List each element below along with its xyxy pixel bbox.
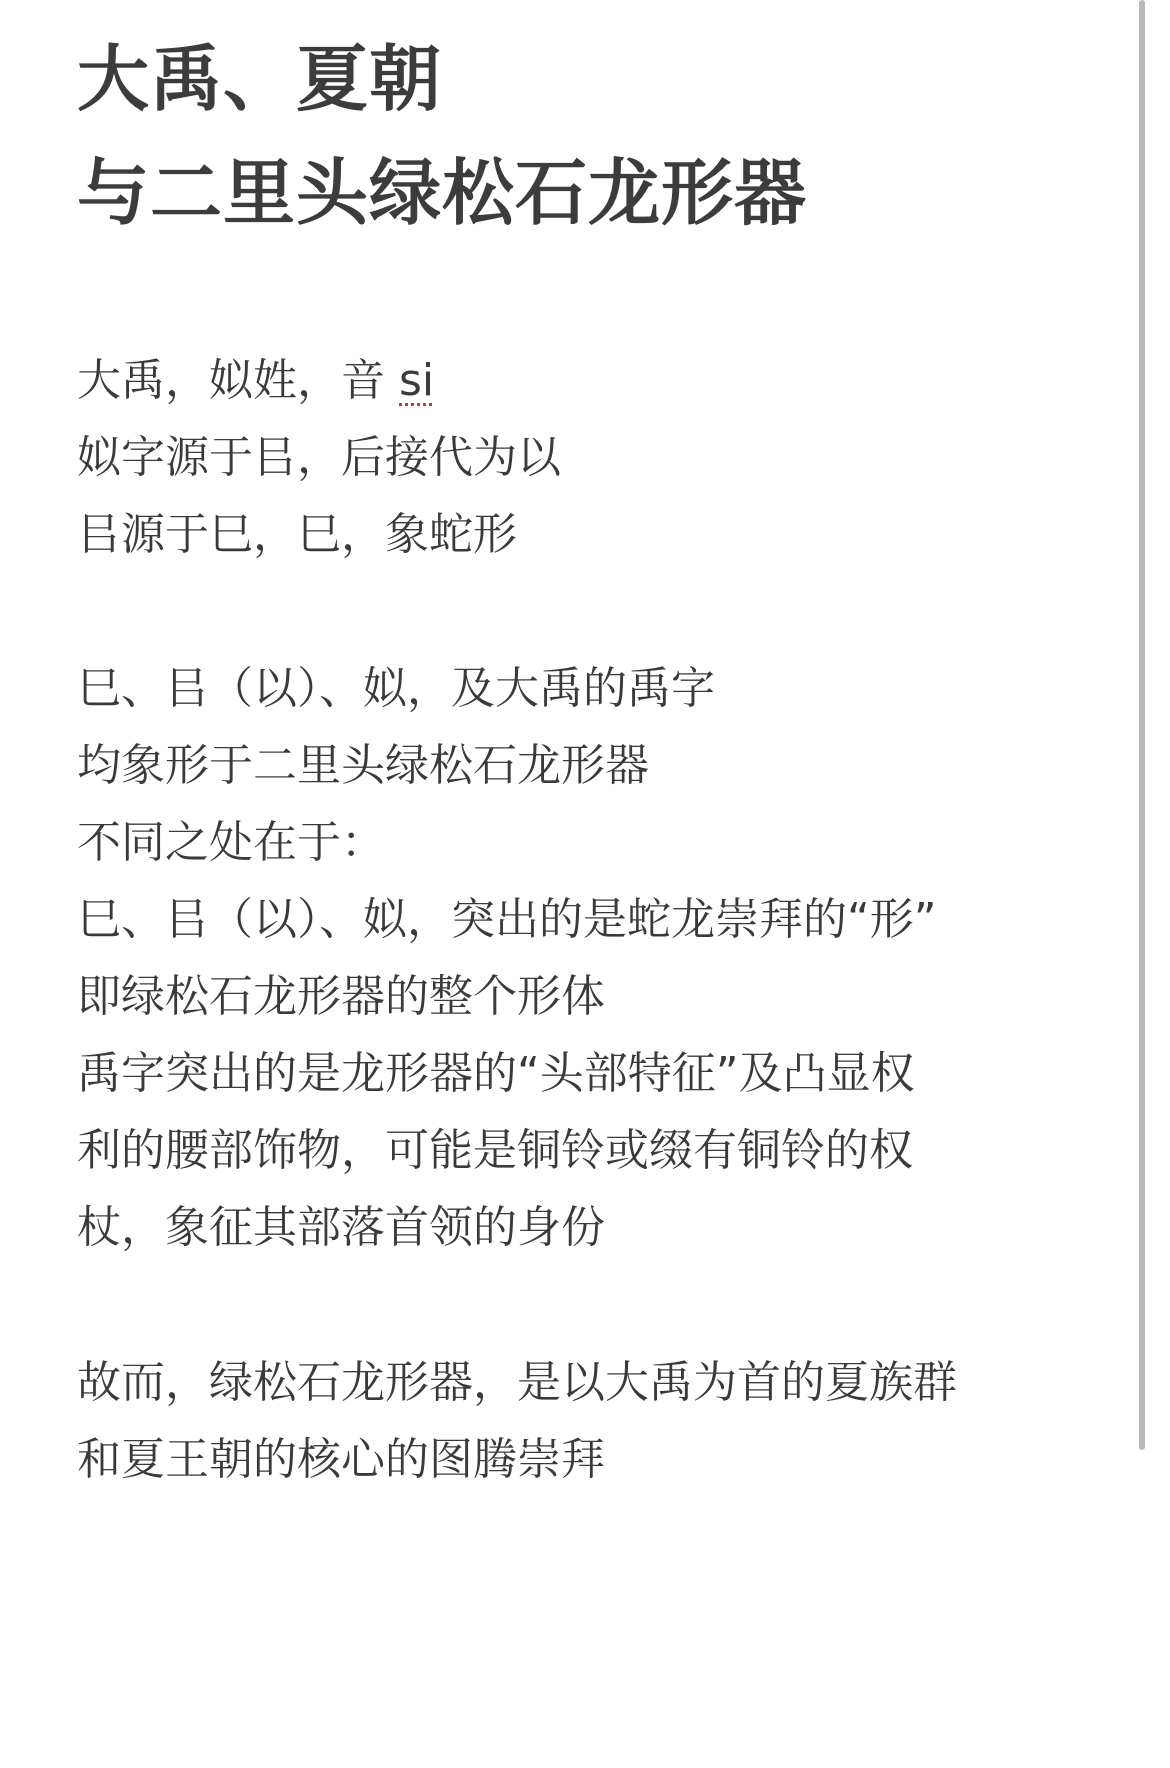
paragraph-line-text: 大禹，姒姓，音: [77, 355, 399, 406]
paragraph-2: [77, 650, 1087, 1266]
paragraph-3: [77, 1344, 1087, 1498]
paragraph-line: 禹字突出的是龙形器的“头部特征”及凸显权: [77, 1048, 915, 1099]
paragraph-line: 和夏王朝的核心的图腾崇拜: [77, 1434, 605, 1485]
title-line-2: 与二里头绿松石龙形器: [77, 151, 808, 235]
paragraph-line: [77, 342, 1087, 419]
paragraph-line: 巳、㠯（以）、姒，突出的是蛇龙崇拜的“形”: [77, 894, 937, 945]
vertical-scrollbar[interactable]: [1136, 0, 1148, 1768]
paragraph-line: 不同之处在于：: [77, 817, 385, 868]
paragraph-line: 巳、㠯（以）、姒，及大禹的禹字: [77, 663, 715, 714]
paragraph-line: 利的腰部饰物，可能是铜铃或缀有铜铃的权: [77, 1125, 913, 1176]
scrollbar-thumb[interactable]: [1139, 0, 1145, 1450]
paragraph-line: 杖，象征其部落首领的身份: [77, 1202, 605, 1253]
paragraph-line: 姒字源于㠯，后接代为以: [77, 432, 561, 483]
paragraph-line: 即绿松石龙形器的整个形体: [77, 971, 605, 1022]
paragraph-1: [77, 342, 1087, 573]
paragraph-line: 㠯源于巳，巳，象蛇形: [77, 509, 517, 560]
paragraph-line: 故而，绿松石龙形器，是以大禹为首的夏族群: [77, 1357, 957, 1408]
article-title: [77, 22, 807, 250]
pinyin-spellcheck-word[interactable]: si: [399, 355, 435, 406]
paragraph-line: 均象形于二里头绿松石龙形器: [77, 740, 649, 791]
title-line-1: 大禹、夏朝: [77, 37, 443, 121]
